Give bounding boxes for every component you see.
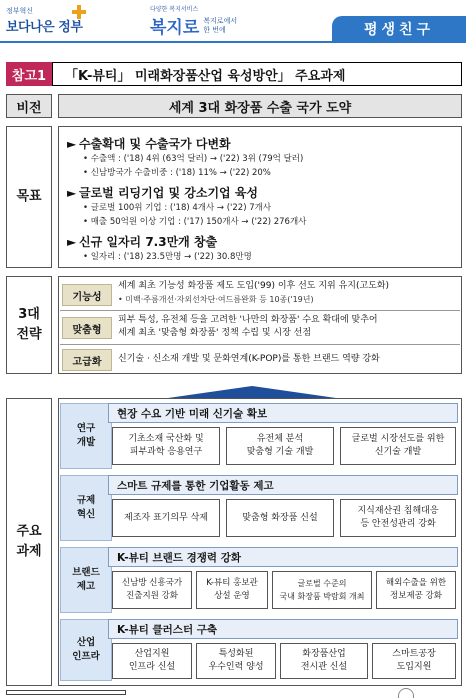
plus-icon — [72, 4, 86, 18]
goal-item — [67, 135, 453, 152]
tasks-label — [6, 398, 52, 686]
goal-sub-text: 수출액 : ('18) 4위 (63억 달러) → ('22) 3위 (79억 달러) — [90, 154, 304, 164]
cell-line: 등 안전성관리 강화 — [360, 519, 436, 529]
cell-line: 글로벌 수준의 — [297, 579, 347, 588]
task-label-2: 인프라 — [72, 651, 100, 662]
cell-line: 신기술 개발 — [374, 447, 422, 457]
strategy-tag: 맞춤형 — [62, 317, 112, 339]
cell-line: 특성화된 — [218, 649, 254, 659]
task-cell — [112, 571, 192, 609]
goal-sub: • 일자리 : ('18) 23.5만명 → ('22) 30.8만명 — [83, 252, 252, 262]
task-cell: 제조자 표기의무 삭제 — [112, 499, 220, 537]
goal-head: 수출확대 및 수출국가 다변화 — [79, 137, 231, 151]
task-cell — [112, 643, 192, 679]
task-cell — [340, 427, 456, 465]
goals-box — [58, 126, 462, 268]
strategy-line: 세계 최초 '맞춤형 화장품' 정책 수립 및 시장 선점 — [118, 328, 312, 338]
bokjiro-side-1: 복지로에서 — [203, 16, 238, 25]
cell-line: 산업지원 — [134, 649, 170, 659]
cell-line: 글로벌 시장선도를 위한 — [351, 434, 445, 444]
task-label-2: 제고 — [76, 581, 96, 592]
divider — [60, 310, 460, 311]
task-cell — [196, 571, 268, 609]
header-divider — [0, 41, 466, 43]
task-cell — [196, 643, 276, 679]
goal-sub: • 신남방국가 수출비중 : ('18) 11% → ('22) 20% — [83, 168, 271, 178]
task-group-label — [60, 547, 112, 613]
bokjiro-logo — [150, 4, 300, 44]
goal-sub: • 글로벌 100위 기업 : ('18) 4개사 → ('22) 7개사 — [83, 203, 272, 213]
bokjiro-small-text: 다양한 복지서비스 — [150, 6, 199, 13]
task-group-label — [60, 619, 112, 681]
tasks-label-2: 과제 — [16, 544, 42, 559]
strategy-text — [118, 314, 458, 340]
cell-line: 지식재산권 침해대응 — [357, 506, 439, 516]
task-cell — [376, 571, 456, 609]
goals-label: 목표 — [6, 126, 52, 268]
task-group-head: 현장 수요 기반 미래 신기술 확보 — [108, 403, 458, 423]
strategy-tag: 고급화 — [62, 349, 112, 371]
goal-sub-text: 매출 50억원 이상 기업 : ('17) 150개사 → ('22) 276개사 — [90, 217, 307, 227]
task-cell — [112, 427, 220, 465]
task-cell: 맞춤형 화장품 신설 — [226, 499, 334, 537]
flow-arrow-icon — [168, 383, 336, 395]
goal-sub: • 수출액 : ('18) 4위 (63억 달러) → ('22) 3위 (79억 달러) — [83, 154, 304, 164]
task-cell — [272, 571, 372, 609]
task-cell — [372, 643, 456, 679]
task-group-head: 스마트 규제를 통한 기업활동 제고 — [108, 475, 458, 495]
cell-line: 상설 운영 — [214, 591, 250, 601]
strategy-label — [6, 276, 52, 374]
task-cell — [280, 643, 368, 679]
bokjiro-big-text: 복지로 — [150, 18, 200, 38]
cell-line: 유전체 분석 — [256, 434, 304, 444]
lifelong-friend-banner: 평생친구 — [332, 16, 466, 42]
task-cell — [226, 427, 334, 465]
tasks-label-1: 주요 — [16, 524, 42, 539]
task-cell — [340, 499, 456, 537]
cell-line: 도입지원 — [396, 662, 432, 672]
task-group-head: K-뷰티 브랜드 경쟁력 강화 — [108, 547, 458, 567]
page-mark-icon — [398, 688, 414, 698]
vision-text: 세계 3대 화장품 수출 국가 도약 — [58, 94, 462, 118]
strategy-label-2: 전략 — [16, 327, 42, 342]
task-label-1: 브랜드 — [72, 567, 100, 578]
strategy-line: 피부 특성, 유전체 등을 고려한 '나만의 화장품' 수요 확대에 맞추어 — [118, 315, 378, 325]
arrow-right-icon: ► — [67, 186, 77, 200]
task-label-1: 연구 — [76, 423, 96, 434]
cell-line: 스마트공장 — [392, 649, 436, 659]
goal-head: 글로벌 리딩기업 및 강소기업 육성 — [79, 186, 259, 200]
reference-badge: 참고1 — [6, 62, 52, 86]
cell-line: 해외수출을 위한 — [385, 578, 447, 588]
cell-line: 우수인력 양성 — [208, 662, 264, 672]
cell-line: K-뷰티 홍보관 — [206, 578, 258, 588]
bokjiro-side-2: 한 번에 — [203, 25, 226, 34]
cell-line: 국내 화장품 박람회 개최 — [279, 592, 365, 601]
logo-big-text: 보다나은 정부 — [6, 20, 83, 35]
strategy-text: 세계 최초 기능성 화장품 제도 도입('99) 이후 선도 지위 유지(고도화) • 미백·주름개선·자외선차단·여드름완화 등 10종('19년) — [118, 280, 458, 306]
strategy-label-1: 3대 — [18, 307, 40, 322]
cell-line: 신남방 신흥국가 — [121, 578, 183, 588]
bokjiro-side-text — [203, 17, 237, 35]
goal-head: 신규 일자리 7.3만개 창출 — [79, 235, 218, 249]
cell-line: 피부과학 응용연구 — [129, 447, 203, 457]
strategy-line: 세계 최초 기능성 화장품 제도 도입('99) 이후 선도 지위 유지(고도화) — [118, 281, 390, 291]
cell-line: 기초소재 국산화 및 — [128, 434, 204, 444]
arrow-right-icon: ► — [67, 235, 77, 249]
strategy-text: 신기술 · 신소재 개발 및 문화연계(K-POP)를 통한 브랜드 역량 강화 — [118, 354, 380, 364]
goal-sub-text: 글로벌 100위 기업 : ('18) 4개사 → ('22) 7개사 — [90, 203, 272, 213]
arrow-right-icon: ► — [67, 137, 77, 151]
cell-line: 맞춤형 기술 개발 — [246, 447, 314, 457]
goal-item — [67, 233, 453, 250]
goal-sub-text: 신남방국가 수출비중 : ('18) 11% → ('22) 20% — [90, 168, 271, 178]
goal-item — [67, 184, 453, 201]
divider — [60, 344, 460, 345]
task-label-2: 혁신 — [76, 509, 96, 520]
cell-line: 전시관 신설 — [300, 662, 348, 672]
cell-line: 진출지원 강화 — [126, 591, 178, 601]
footer-bar — [6, 690, 126, 695]
task-label-2: 개발 — [76, 437, 96, 448]
document-title: 「K-뷰티」 미래화장품산업 육성방안」 주요과제 — [52, 62, 462, 86]
goal-sub-text: 일자리 : ('18) 23.5만명 → ('22) 30.8만명 — [90, 252, 252, 262]
cell-line: 정보제공 강화 — [390, 591, 442, 601]
task-group-label — [60, 403, 112, 469]
task-group-label — [60, 475, 112, 541]
task-label-1: 규제 — [76, 495, 96, 506]
task-group-head: K-뷰티 클러스터 구축 — [108, 619, 458, 639]
strategy-line-note: 미백·주름개선·자외선차단·여드름완화 등 10종('19년) — [125, 295, 314, 304]
logo-small-text: 정부혁신 — [6, 7, 34, 15]
goal-sub: • 매출 50억원 이상 기업 : ('17) 150개사 → ('22) 276개사 — [83, 217, 307, 227]
task-label-1: 산업 — [76, 637, 96, 648]
vision-label: 비전 — [6, 94, 52, 118]
cell-line: 인프라 신설 — [128, 662, 176, 672]
cell-line: 화장품산업 — [302, 649, 346, 659]
strategy-tag: 기능성 — [62, 284, 112, 306]
